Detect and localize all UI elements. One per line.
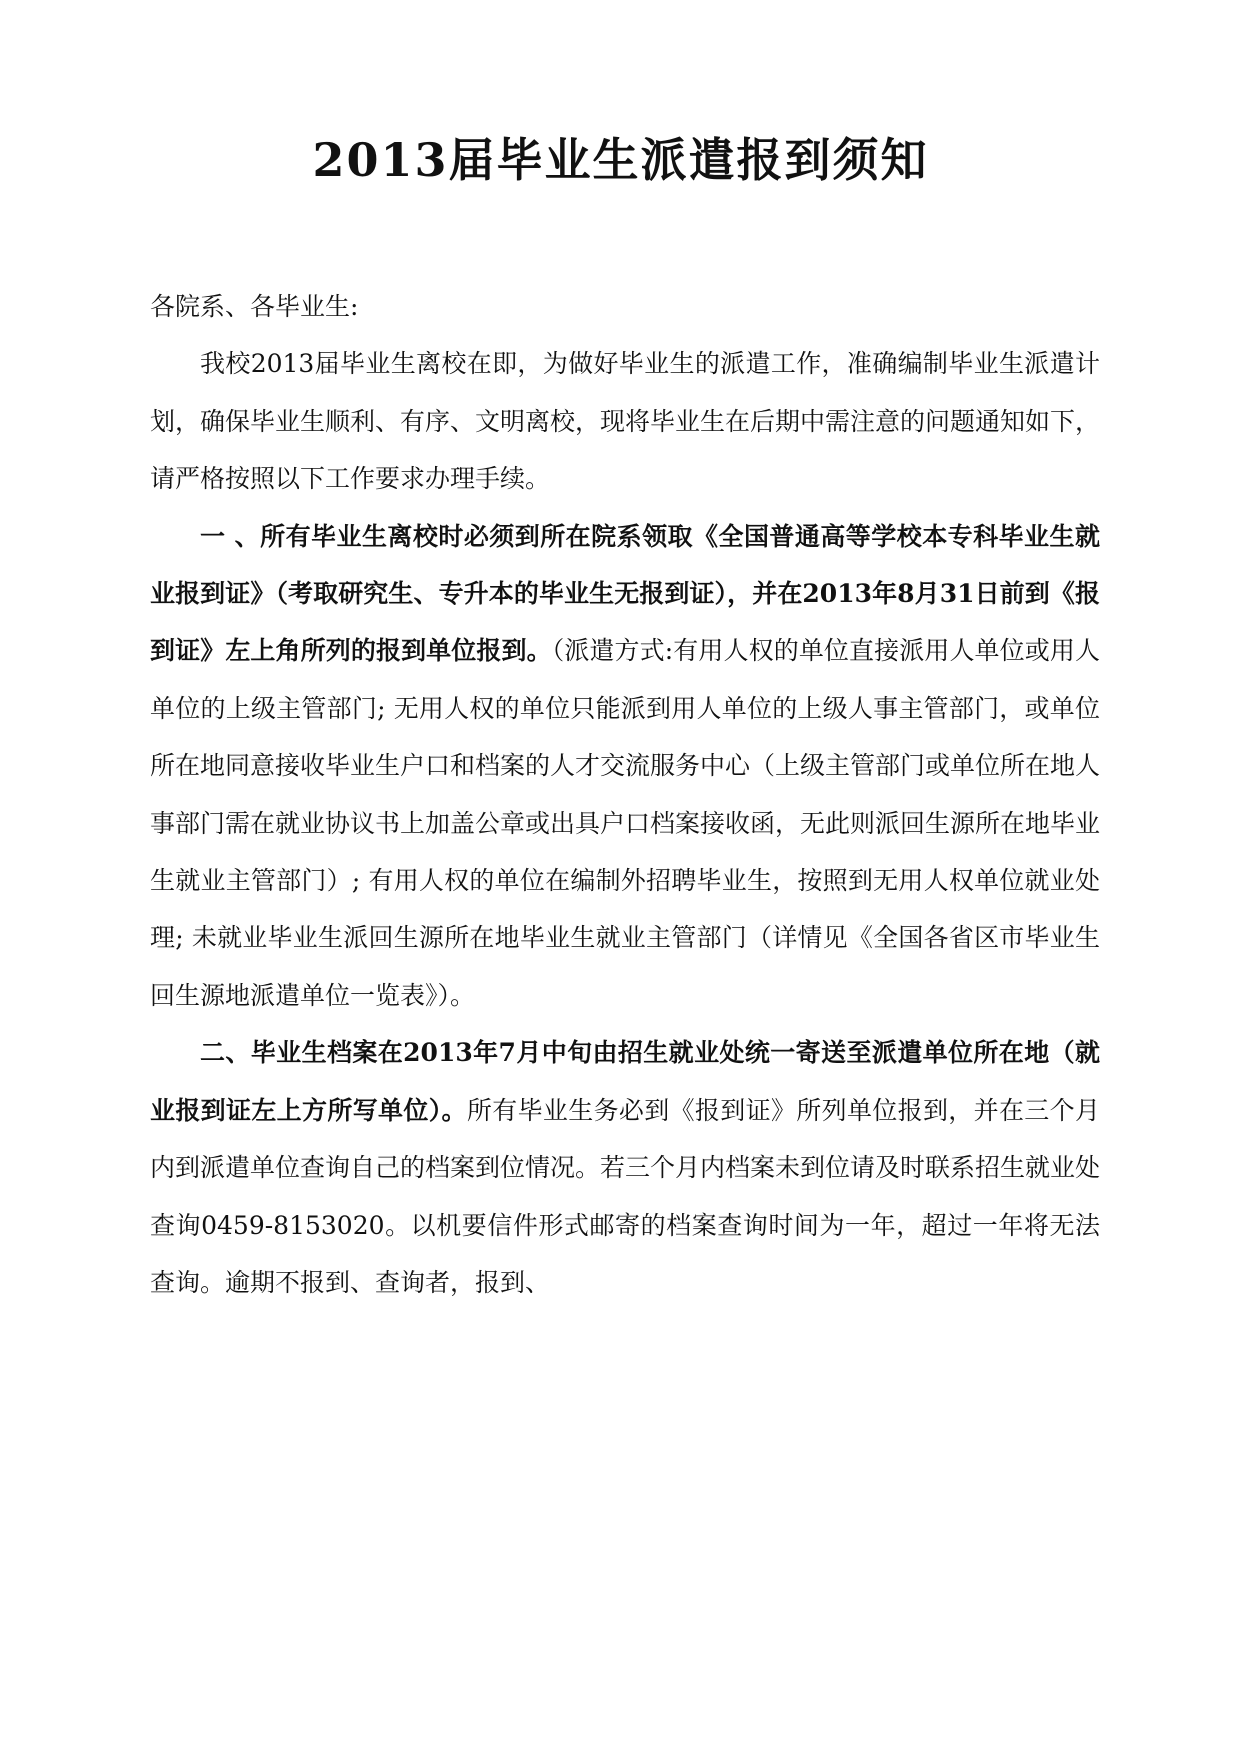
section-1-text: （派遣方式:有用人权的单位直接派用人单位或用人单位的上级主管部门; 无用人权的单位只能派到用人单位的上级人事主管部门，或单位所在地同意接收毕业生户口和档案的人才交流服务中心（上级主管部门或单位所在地人事部门需在就业协议书上加盖公章或出具户口档案接收函，无此则派回生源所在地毕业生就业主管部门）; 有用人权的单位在编制外招聘毕业生，按照到无用人权单位就业处理; 未就业毕业生派回生源所在地毕业生就业主管部门（详情见《全国各省区市毕业生回生源地派遣单位一览表》）。 bbox=[150, 636, 1101, 1010]
section-1-heading: 一 、所有毕业生离校时必须到所在院系领取《全国普通高等学校本专科毕业生就业报到证》（考取研究生、专升本的毕业生无报到证），并在2013年8月31日前到《报到证》左上角所列的报到单位报到。 bbox=[150, 521, 1100, 666]
intro-paragraph: 我校2013届毕业生离校在即，为做好毕业生的派遣工作，准确编制毕业生派遣计划，确保毕业生顺利、有序、文明离校，现将毕业生在后期中需注意的问题通知如下，请严格按照以下工作要求办理手续。 bbox=[150, 349, 1101, 494]
document-body bbox=[150, 278, 1100, 1311]
section-1-paragraph bbox=[150, 508, 1100, 1025]
document-title: 2013届毕业生派遣报到须知 bbox=[312, 133, 929, 187]
salutation: 各院系、各毕业生: bbox=[150, 292, 359, 321]
section-2-heading: 二、毕业生档案在2013年7月中旬由招生就业处统一寄送至派遣单位所在地（就业报到证左上方所写单位）。 bbox=[150, 1038, 1100, 1125]
section-2-paragraph bbox=[150, 1024, 1100, 1311]
section-2-text: 所有毕业生务必到《报到证》所列单位报到，并在三个月内到派遣单位查询自己的档案到位情况。若三个月内档案未到位请及时联系招生就业处查询0459-8153020。以机要信件形式邮寄的档案查询时间为一年，超过一年将无法查询。逾期不报到、查询者，报到、 bbox=[150, 1095, 1101, 1297]
